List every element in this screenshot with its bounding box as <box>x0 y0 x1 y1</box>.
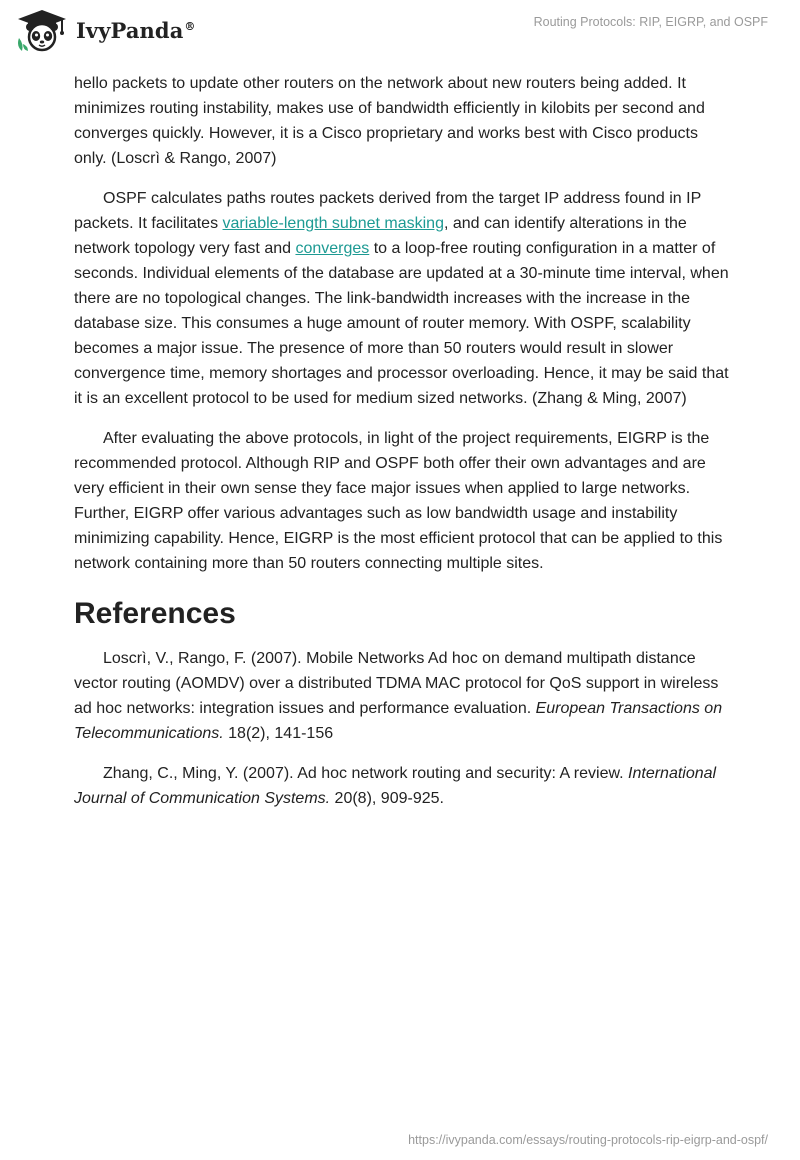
reference-journal: European Transactions on Telecommunications. <box>74 700 723 742</box>
converges-link[interactable]: converges <box>295 240 370 257</box>
panda-logo-icon <box>14 8 70 52</box>
paragraph-eigrp-continuation: hello packets to update other routers on the network about new routers being added. It minimizes routing instability, makes use of bandwidth efficiently in kilobits per second and converges quickly. However, it is a Cisco proprietary and works best with Cisco products only. (Loscrì & Rango, 2007) <box>74 75 705 167</box>
registered-mark: ® <box>184 19 196 33</box>
source-url[interactable]: https://ivypanda.com/essays/routing-protocols-rip-eigrp-and-ospf/ <box>408 1133 768 1147</box>
paragraph-ospf-text-end: to a loop-free routing configuration in a matter of seconds. Individual elements of the database are updated at a 30-minute time interval, when there are no topological changes. The link-bandwidth increases with the increase in the database size. This consumes a huge amount of router memory. With OSPF, scalability becomes a major issue. The presence of more than 50 routers would result in slower convergence time, memory shortages and processor overloading. Hence, it may be said that it is an excellent protocol to be used for medium sized networks. (Zhang & Ming, 2007) <box>74 240 729 407</box>
reference-text: Loscrì, V., Rango, F. (2007). Mobile Networks Ad hoc on demand multipath distance vector routing (AOMDV) over a distributed TDMA MAC protocol for QoS support in wireless ad hoc networks: integration issues and performance evaluation. <box>74 650 719 717</box>
paragraph-ospf-text-start: OSPF calculates paths routes packets derived from the target IP address found in IP packets. It facilitates <box>74 190 701 232</box>
essay-content <box>74 71 730 826</box>
reference-item <box>74 761 730 811</box>
paragraph-conclusion: After evaluating the above protocols, in light of the project requirements, EIGRP is the recommended protocol. Although RIP and OSPF both offer their own advantages and are very efficient in their own sense they face major issues when applied to large networks. Further, EIGRP offer various advantages such as low bandwidth usage and instability minimizing capability. Hence, EIGRP is the most efficient protocol that can be applied to this network containing more than 50 routers connecting multiple sites. <box>74 430 723 572</box>
reference-details: 18(2), 141-156 <box>223 725 334 742</box>
ivypanda-logo[interactable] <box>14 8 196 52</box>
vlsm-link[interactable]: variable-length subnet masking <box>222 215 444 232</box>
document-title: Routing Protocols: RIP, EIGRP, and OSPF <box>533 15 768 29</box>
paragraph-ospf <box>74 186 730 411</box>
references-heading: References <box>74 597 236 630</box>
reference-item <box>74 646 730 746</box>
page-header <box>0 0 800 70</box>
reference-journal: International Journal of Communication Systems. <box>74 765 717 807</box>
reference-text: Zhang, C., Ming, Y. (2007). Ad hoc network routing and security: A review. <box>103 765 629 782</box>
reference-details: 20(8), 909-925. <box>330 790 444 807</box>
brand-name: IvyPanda® <box>76 17 196 43</box>
paragraph-ospf-text-middle: , and can identify alterations in the network topology very fast and <box>74 215 687 257</box>
